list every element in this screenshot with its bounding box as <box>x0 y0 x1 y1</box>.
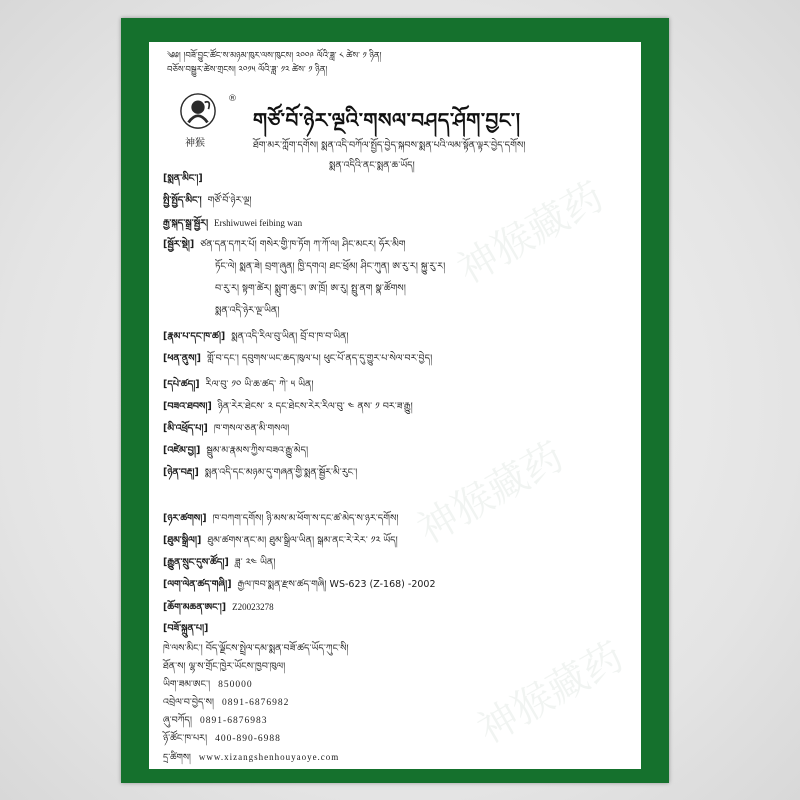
website-row: དྲ་ཚིགས། www.xizangshenhouyaoye.com <box>163 752 340 763</box>
hotline-row: ཉོ་ཚོང་ཁ་པར། 400-890-6988 <box>163 733 281 744</box>
subtitle-line-1: ཐོག་མར་ཀློག་དགོས། སྨན་འདི་བཀོལ་སྤྱོད་བྱེད་སྐབས་སྨན་པའི་ལམ་སྟོན་ལྟར་བྱེད་དགོས། <box>253 140 526 151</box>
contraindications-row: [འཛེམ་བྱ།] སྦྲུམ་མ་རྣམས་ཀྱིས་བཟའ་རྒྱུ་མེད། <box>163 445 309 456</box>
adverse-reactions-row: [མི་འཕྲོད་པ།] ཁ་གསལ་ཅན་མི་གསལ། <box>163 423 290 434</box>
registered-mark: ® <box>228 94 237 104</box>
watermark: 神猴藏药 <box>469 633 632 754</box>
producer-row: ཁེ་ལས་མིང་། བོད་ལྗོངས་སྤྲེལ་དམ་སྨན་བཟོ་ཚད་ཡོད་ཀུང་སི། <box>163 643 349 654</box>
watermark: 神猴藏药 <box>449 173 612 294</box>
document-title: གཙོ་བོ་ཉེར་ལྔའི་གསལ་བཤད་ཤོག་བྱང་། <box>253 108 521 132</box>
standard-row: [ལག་ལེན་ཚད་གཞི།] རྒྱལ་ཁབ་སྨན་རྫས་ཚད་གཞི། WS-623 (Z-168) -2002 <box>163 579 436 590</box>
brand-name: 神猴 <box>185 138 205 149</box>
website-link[interactable]: www.xizangshenhouyaoye.com <box>198 752 340 762</box>
ingredients-row: [སྦྱོར་སྡེ།] ཙན་དན་དཀར་པོ། གསེར་གྱི་ཁ་ཏོག ཀ་ཀོ་ལ། ཤིང་མངར། ཧོར་མིག <box>163 239 406 250</box>
dosage-row: [བཟའ་ཐབས།] ཉིན་རེར་ཐེངས་ ༢ དང་ཐེངས་རེར་རིལ་བུ་ ༤ ནས་ ༡ བར་ཟ་རྒྱུ། <box>163 401 413 412</box>
ingredients-line: བ་རུ་ར། སྟག་ཚེར། སྨུག་ཆུང་། ཨ་ཁྲོ། ཨ་རུ། སྤྲུ་ནག སྣ་ཚོགས། <box>215 283 406 294</box>
drug-name-heading: [སྨན་མིང་།] <box>163 173 203 184</box>
watermark: 神猴藏药 <box>409 433 572 554</box>
producer-row: ཐོན་ས། ལྷ་ས་གྲོང་ཁྱེར་ཡོངས་ཁྱབ་ཁུལ། <box>163 661 286 672</box>
pinyin-row: རྒྱ་སྐད་སྒྲ་སྦྱོར། Ershiwuwei feibing wan <box>163 218 303 229</box>
postal-code-row: ཡིག་ཟམ་ཨང་། 850000 <box>163 679 253 690</box>
producer-heading: [བཟོ་སྐྲུན་པ།] <box>163 623 209 634</box>
storage-row: [ཉར་ཚགས།] ཁ་བཀག་དགོས། ཉི་མས་མ་ཕོག་ས་དང་ཚ་མེད་ས་ཉར་དགོས། <box>163 513 399 524</box>
ingredients-line: ཏོང་ལེ། སྨན་ཟེ། བྲག་ཞུན། ཁྱི་དགའ། ཐང་ཕྲོམ། ཤིང་ཀུན། ཨ་རུ་ར། སྐྱུ་རུ་ར། <box>215 261 446 272</box>
fax-row: ཞུ་བཀོད། 0891-6876983 <box>163 715 268 726</box>
ingredients-line: སྨན་འདི་ཉེར་ལྔ་ཡིན། <box>215 305 280 316</box>
leaflet-panel <box>149 42 641 769</box>
indications-row: [ཕན་ནུས།] གློ་བ་དང་། དབུགས་ཡང་ཆད་ཁུལ་པ། ཕུང་པོ་ནད་དུ་གྱུར་པ་སེལ་བར་བྱེད། <box>163 353 433 364</box>
subtitle-line-2: སྨན་འདིའི་ནང་སྨན་ཆ་ཡོད། <box>329 160 415 171</box>
precautions-row: [ཉེན་བརྡ།] སྨན་འདི་དང་མཉམ་དུ་གཞན་གྱི་སྨན་སྦྱོར་མི་རུང་། <box>163 467 358 478</box>
shelf-life-row: [རྒྱུན་སྲུང་དུས་ཚོད།] ཟླ་ ༢༤ ཡིན། <box>163 557 276 568</box>
specification-row: [དཔེ་ཚད།] རིལ་བུ་ ༡༠ ཡི་ཆ་ཚད་ ཀེ་ ༥ ཡིན། <box>163 379 314 390</box>
packaging-row: [ཐུམ་སྒྲིལ།] ཐུམ་ཚགས་ནང་མ། ཐུམ་སྒྲིལ་ཡིན། སྒམ་ནང་རེ་རེར་ ༡༢ ཡོད། <box>163 535 398 546</box>
phone-row: འབྲེལ་བ་བྱེད་ས། 0891-6876982 <box>163 697 290 708</box>
appearance-row: [རྣམ་པ་དང་ཁ་ཚ།] སྨན་འདི་རིལ་བུ་ཡིན། བྲོ་བ་ཁ་བ་ཡིན། <box>163 331 349 342</box>
revision-date-line: བཅོས་བསྒྱུར་ཚེས་གྲངས། ༢༠༡༥ ལོའི་ཟླ་ ༡༢ ཚེས་ ༡ ཉིན། <box>167 65 328 75</box>
approval-date-line: ༄༅། །བཟོ་བྱུང་ཚོང་ས་མཉམ་ཁུར་ལས་ཁུངས། ༢༠༠༩ ལོའི་ཟླ་ ༨ ཚེས་ ༡ ཉིན། <box>167 51 382 61</box>
approval-number-row: [ཆོག་མཆན་ཨང་།] Z20023278 <box>163 602 274 613</box>
generic-name-row: སྤྱི་སྤྱོད་མིང་། གཙོ་བོ་ཉེར་ལྔ། <box>163 195 252 206</box>
monkey-logo-icon <box>179 92 217 130</box>
